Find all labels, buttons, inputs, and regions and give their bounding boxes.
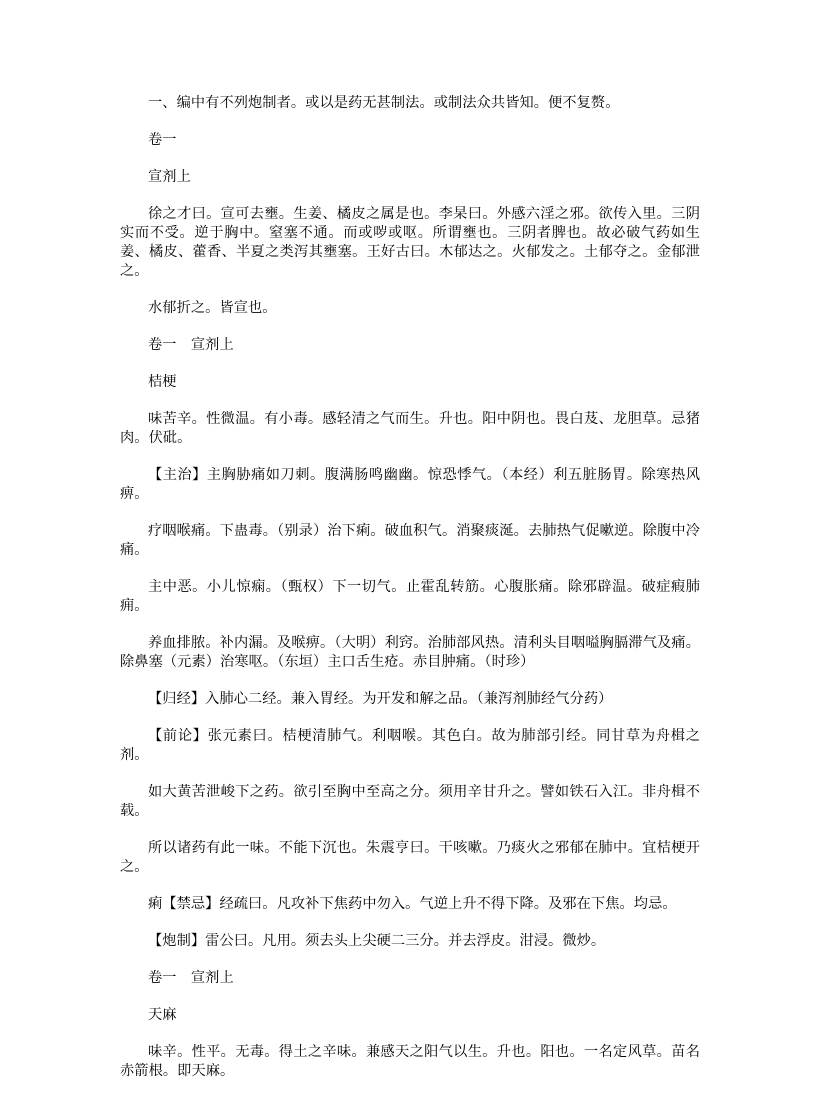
volume-heading: 卷一: [148, 132, 177, 148]
intro-paragraph: 徐之才曰。宣可去壅。生姜、橘皮之属是也。李杲曰。外感六淫之邪。欲传入里。三阴实而不受。逆于胸中。窒塞不通。而或哕或呕。所谓壅也。三阴者脾也。故必破气药如生姜、橘皮、藿香、半夏之类泻其壅塞。王好古曰。木郁达之。火郁发之。土郁夺之。金郁泄之。: [120, 206, 700, 279]
contraindications-paragraph: 痢【禁忌】经疏曰。凡攻补下焦药中勿入。气逆上升不得下降。及邪在下焦。均忌。: [148, 896, 677, 912]
discussion-paragraph-3: 所以诸药有此一味。不能下沉也。朱震亨曰。干咳嗽。乃痰火之邪郁在肺中。宜桔梗开之。: [120, 840, 700, 875]
volume-section-heading: 卷一 宣剂上: [148, 337, 234, 353]
discussion-paragraph: 【前论】张元素曰。桔梗清肺气。利咽喉。其色白。故为肺部引经。同甘草为舟楫之剂。: [120, 728, 700, 763]
meridian-paragraph: 【归经】入肺心二经。兼入胃经。为开发和解之品。（兼泻剂肺经气分药）: [148, 691, 613, 707]
indications-paragraph: 【主治】主胸胁痛如刀刺。腹满肠鸣幽幽。惊恐悸气。（本经）利五脏肠胃。除寒热风痹。: [120, 467, 700, 502]
indications-paragraph-2: 疗咽喉痛。下蛊毒。（别录）治下痢。破血积气。消聚痰涎。去肺热气促嗽逆。除腹中冷痛。: [120, 523, 700, 558]
indications-paragraph-4: 养血排脓。补内漏。及喉痹。（大明）利窍。治肺部风热。清利头目咽嗌胸膈滞气及痛。除鼻塞（元素）治寒呕。（东垣）主口舌生疮。赤目肿痛。（时珍）: [120, 635, 700, 670]
volume-section-heading-2: 卷一 宣剂上: [148, 970, 234, 986]
discussion-paragraph-2: 如大黄苦泄峻下之药。欲引至胸中至高之分。须用辛甘升之。譬如铁石入江。非舟楫不载。: [120, 784, 700, 819]
herb-properties-paragraph: 味苦辛。性微温。有小毒。感轻清之气而生。升也。阳中阴也。畏白芨、龙胆草。忌猪肉。伏砒。: [120, 411, 700, 446]
indications-paragraph-3: 主中恶。小儿惊痫。（甄权）下一切气。止霍乱转筋。心腹胀痛。除邪辟温。破症瘕肺痈。: [120, 579, 700, 614]
herb-title-jiegeng: 桔梗: [148, 374, 177, 390]
intro-paragraph-continued: 水郁折之。皆宣也。: [148, 300, 277, 316]
document-page: [120, 94, 700, 1099]
herb-title-tianma: 天麻: [148, 1007, 177, 1023]
note-paragraph: 一、编中有不列炮制者。或以是药无甚制法。或制法众共皆知。便不复赘。: [148, 95, 620, 111]
section-heading: 宣剂上: [148, 169, 191, 185]
herb-properties-paragraph-2: 味辛。性平。无毒。得土之辛味。兼感天之阳气以生。升也。阳也。一名定风草。苗名赤箭根。即天麻。: [120, 1044, 700, 1079]
preparation-paragraph: 【炮制】雷公曰。凡用。须去头上尖硬二三分。并去浮皮。泔浸。微炒。: [148, 933, 606, 949]
